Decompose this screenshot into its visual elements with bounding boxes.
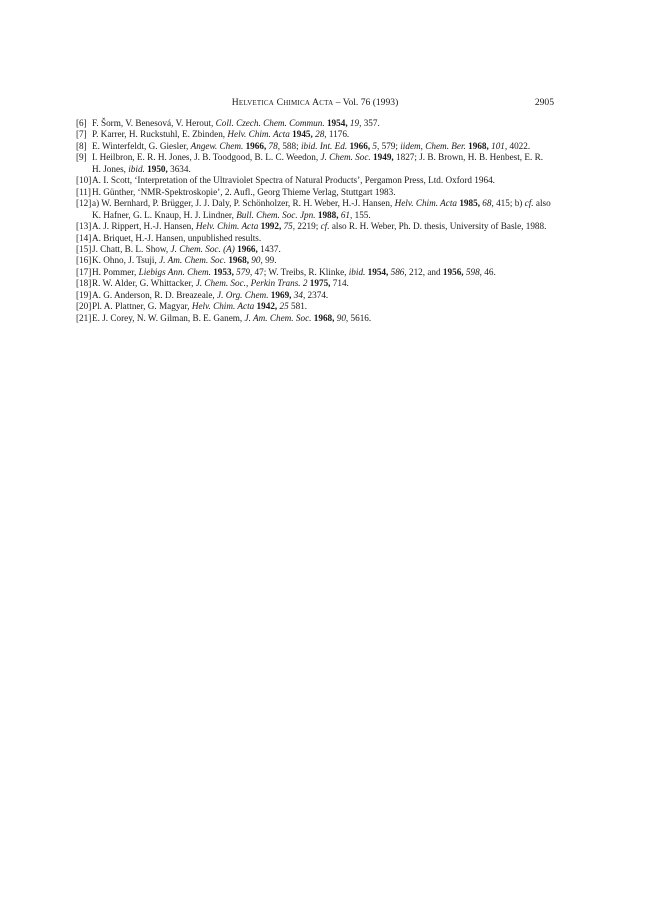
bold-segment: 1954, [367, 266, 389, 277]
reference-text [92, 221, 554, 232]
italic-segment: J. Am. Chem. Soc. [244, 312, 312, 323]
italic-segment: 34, [293, 289, 306, 300]
reference-number: [14] [76, 232, 92, 243]
italic-segment: iidem, Chem. Ber. [400, 140, 466, 151]
text-segment: 714. [330, 278, 349, 289]
italic-segment: ibid. Int. Ed. [300, 140, 348, 151]
reference-text [92, 175, 554, 186]
bold-segment: 1966, [245, 140, 267, 151]
text-segment: also K. Hafner, G. L. Knaup, H. J. Lindner, [92, 198, 551, 220]
italic-segment: ibid. [128, 163, 145, 174]
italic-segment: ibid. [348, 266, 366, 277]
reference-item [76, 255, 554, 266]
text-segment: 46. [481, 266, 496, 277]
reference-item [76, 129, 554, 140]
reference-list [76, 118, 554, 324]
reference-item [76, 221, 554, 232]
text-segment: 5616. [348, 312, 372, 323]
reference-item [76, 141, 554, 152]
text-segment: 212, and [406, 266, 443, 277]
bold-segment: 1950, [147, 163, 168, 174]
reference-item [76, 301, 554, 312]
reference-text [92, 129, 554, 140]
volume-year: – Vol. 76 (1993) [333, 97, 399, 108]
text-segment: 3634. [167, 163, 191, 174]
text-segment: 2374. [305, 289, 329, 300]
reference-text [92, 141, 554, 152]
reference-item [76, 313, 554, 324]
text-segment: also R. H. Weber, Ph. D. thesis, University of Basle, 1988. [329, 221, 547, 232]
italic-segment: 5, [372, 140, 380, 151]
reference-number: [16] [76, 255, 92, 266]
reference-number: [17] [76, 266, 92, 277]
italic-segment: 586, [390, 266, 407, 277]
reference-text [92, 118, 554, 129]
reference-text [92, 313, 554, 324]
text-segment: I. Heilbron, E. R. H. Jones, J. B. Toodgood, B. L. C. Weedon, [92, 152, 321, 163]
text-segment: 1827; J. B. Brown, H. B. Henbest, E. R. H. Jones, [92, 152, 543, 174]
reference-item [76, 244, 554, 255]
bold-segment: 1968, [468, 140, 489, 151]
reference-text [92, 244, 554, 255]
reference-text [92, 233, 554, 244]
reference-number: [15] [76, 243, 92, 254]
text-segment: 99. [262, 255, 277, 266]
reference-number: [6] [76, 118, 87, 128]
bold-segment: 1968, [313, 312, 335, 323]
bold-segment: 1975, [309, 278, 331, 289]
italic-segment: J. Am. Chem. Soc. [159, 255, 227, 266]
bold-segment: 1985, [459, 198, 480, 209]
bold-segment: 1949, [373, 152, 394, 163]
italic-segment: 28, [315, 129, 327, 140]
italic-segment: J. Org. Chem. [217, 289, 269, 300]
italic-segment: cf. [320, 221, 330, 232]
reference-number: [8] [76, 140, 87, 151]
reference-item [76, 175, 554, 186]
text-segment: 1437. [257, 243, 281, 254]
italic-segment: 579, [236, 266, 253, 277]
bold-segment: 1945, [292, 129, 313, 140]
italic-segment: 75, [283, 221, 296, 232]
text-segment: A. G. Anderson, R. D. Breazeale, [92, 289, 218, 300]
italic-segment: J. Chem. Soc. [320, 152, 371, 163]
bold-segment: 1942, [256, 301, 278, 312]
text-segment: A. I. Scott, ‘Interpretation of the Ultraviolet Spectra of Natural Products’, Pergamon Press, Ltd. Oxford 1964. [92, 175, 495, 186]
reference-item [76, 278, 554, 289]
reference-item [76, 267, 554, 278]
text-segment: a) W. Bernhard, P. Brügger, J. J. Daly, P. Schönholzer, R. H. Weber, H.-J. Hansen, [92, 198, 395, 209]
reference-text [92, 187, 554, 198]
text-segment: 2219; [295, 221, 321, 232]
bold-segment: 1969, [270, 289, 292, 300]
italic-segment: 68, [482, 198, 494, 209]
reference-item [76, 187, 554, 198]
italic-segment: cf. [524, 198, 534, 209]
text-segment: H. Günther, ‘NMR-Spektroskopie’, 2. Aufl., Georg Thieme Verlag, Stuttgart 1983. [92, 186, 396, 197]
italic-segment: Coll. Czech. Chem. Commun. [215, 118, 325, 128]
italic-segment: J. Chem. Soc. (A) [170, 243, 235, 254]
text-segment: 4022. [507, 140, 531, 151]
text-segment: 47; W. Treibs, R. Klinke, [252, 266, 349, 277]
bold-segment: 1966, [349, 140, 371, 151]
reference-text [92, 198, 554, 221]
italic-segment: Liebigs Ann. Chem. [138, 266, 211, 277]
reference-text [92, 290, 554, 301]
reference-item [76, 152, 554, 175]
reference-number: [9] [76, 152, 87, 163]
text-segment: 581. [288, 301, 308, 312]
bold-segment: 1956, [442, 266, 464, 277]
text-segment: E. Winterfeldt, G. Giesler, [92, 140, 191, 151]
reference-number: [12] [76, 198, 92, 209]
italic-segment: 61, [340, 209, 353, 220]
italic-segment: Helv. Chim. Acta [394, 198, 458, 209]
italic-segment: Helv. Chim. Acta [227, 129, 290, 140]
page-number: 2905 [534, 97, 554, 108]
italic-segment: Bull. Chem. Soc. Jpn. [236, 209, 316, 220]
bold-segment: 1966, [237, 243, 258, 254]
reference-text [92, 301, 554, 312]
italic-segment: 90, [336, 312, 349, 323]
italic-segment: Helv. Chim. Acta [195, 221, 259, 232]
reference-text [92, 152, 554, 175]
text-segment: 357. [361, 118, 380, 128]
text-segment: 415; b) [493, 198, 525, 209]
text-segment: H. Pommer, [92, 266, 139, 277]
reference-number: [7] [76, 129, 87, 140]
text-segment: P. Karrer, H. Ruckstuhl, E. Zbinden, [92, 129, 228, 140]
bold-segment: 1992, [260, 221, 282, 232]
italic-segment: Helv. Chim. Acta [191, 301, 255, 312]
italic-segment: 598, [465, 266, 482, 277]
text-segment: Pl. A. Plattner, G. Magyar, [92, 301, 192, 312]
text-segment: 155. [352, 209, 371, 220]
reference-number: [21] [76, 312, 92, 323]
italic-segment: J. Chem. Soc., Perkin Trans. 2 [195, 278, 308, 289]
bold-segment: 1953, [213, 266, 234, 277]
text-segment: E. J. Corey, N. W. Gilman, B. E. Ganem, [92, 312, 245, 323]
reference-number: [10] [76, 175, 92, 186]
italic-segment: 78, [268, 140, 281, 151]
bold-segment: 1954, [326, 118, 348, 128]
italic-segment: Angew. Chem. [190, 140, 244, 151]
italic-segment: 101, [491, 140, 508, 151]
reference-number: [11] [76, 186, 91, 197]
reference-number: [20] [76, 301, 92, 312]
text-segment: R. W. Alder, G. Whittacker, [92, 278, 196, 289]
text-segment: F. Šorm, V. Benesová, V. Herout, [92, 118, 216, 128]
journal-name: Helvetica Chimica Acta [231, 97, 334, 108]
running-head-title [76, 97, 554, 109]
text-segment: K. Ohno, J. Tsuji, [92, 255, 160, 266]
text-segment: 579; [379, 140, 401, 151]
text-segment: A. J. Rippert, H.-J. Hansen, [92, 221, 196, 232]
text-segment: J. Chatt, B. L. Show, [92, 243, 171, 254]
reference-text [92, 255, 554, 266]
reference-number: [13] [76, 221, 92, 232]
reference-item [76, 198, 554, 221]
reference-item [76, 233, 554, 244]
italic-segment: 90, [251, 255, 263, 266]
reference-item [76, 118, 554, 129]
bold-segment: 1968, [228, 255, 249, 266]
reference-number: [19] [76, 289, 92, 300]
reference-number: [18] [76, 278, 92, 289]
reference-item [76, 290, 554, 301]
text-segment: 588; [280, 140, 301, 151]
italic-segment: 25 [279, 301, 289, 312]
reference-text [92, 267, 554, 278]
reference-text [92, 278, 554, 289]
text-segment: A. Briquet, H.-J. Hansen, unpublished results. [92, 232, 262, 243]
text-segment: 1176. [326, 129, 350, 140]
italic-segment: 19, [349, 118, 362, 128]
bold-segment: 1988, [317, 209, 339, 220]
